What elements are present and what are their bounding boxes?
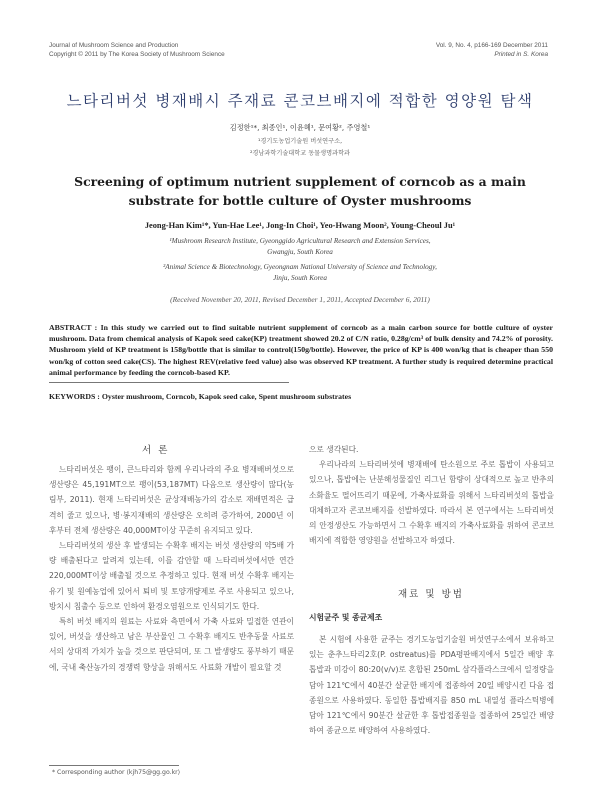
methods-paragraph: 본 시험에 사용한 균주는 경기도농업기술원 버섯연구소에서 보유하고 있는 춘추느타리2호(P. ostreatus)를 PDA평판배지에서 5일간 배양 후 톱밥과 미강이 80:20(v/v)로 혼합된 250mL 삼각플라스크에서 일정량을 담아 121℃에서 40분간 살균한 배지에 접종하여 20일 배양시킨 다음 접종원으로 사용하였다. 동일한 톱밥배지를 850 mL 내열성 플라스틱병에 담아 121℃에서 90분간 살균한 후 톱밥접종원을 접종하여 25일간 배양하여 종균으로 배양하여 사용하였다. xyxy=(309,635,554,736)
english-affiliation-1 xyxy=(0,236,600,258)
intro-paragraph: 느타리버섯의 생산 후 발생되는 수확후 배지는 버섯 생산량의 약5배 가량 배출된다고 알려져 있는데, 이를 감안할 때 느타리버섯에서만 연간 220,000MT이상 배출될 것으로 추정하고 있다. 현재 버섯 수확후 배지는 유기 및 원예농업에 있어서 퇴비 및 토양개량제로 주로 사용되고 있으나, 방치시 침출수 등으로 인하여 환경오염원으로 인식되기도 한다. xyxy=(49,541,294,611)
korean-affiliation-1: ¹경기도농업기술원 버섯연구소, xyxy=(257,138,343,145)
corresponding-author-footnote: * Corresponding author ⟨kjh75@gg.go.kr⟩ xyxy=(52,769,181,776)
printed-line: Printed in S. Korea xyxy=(494,51,548,58)
english-affiliation-2 xyxy=(0,262,600,284)
affiliation-line: Gwangju, South Korea xyxy=(267,248,333,256)
intro-paragraph: 느타리버섯은 팽이, 큰느타리와 함께 우리나라의 주요 병재배버섯으로 생산량은 45,191MT으로 팽이(53,187MT) 다음으로 생산량이 많다(농림부, 2011). 현재 느타리버섯은 균상재배농가의 감소로 재배면적은 급격히 줄고 있으나, 병·봉지재배의 생산량은 오히려 증가하여, 2000년 이후부터 전체 생산량은 40,000MT이상 꾸준히 유지되고 있다. xyxy=(49,465,294,535)
methods-heading: 재료 및 방법 xyxy=(398,589,464,600)
affiliation-line: ²Animal Science & Biotechnology, Gyeongnam National University of Science and Technology, xyxy=(163,263,437,271)
affiliation-line: Jinju, South Korea xyxy=(273,274,327,282)
english-authors: Jeong-Han Kim¹*, Yun-Hae Lee¹, Jong-In Choi¹, Yeo-Hwang Moon², Young-Cheoul Ju¹ xyxy=(144,221,456,230)
english-title: Screening of optimum nutrient supplement of corncob as a main substrate for bottle culture of Oyster mushrooms xyxy=(74,174,526,208)
left-column xyxy=(49,462,294,675)
journal-name: Journal of Mushroom Science and Production xyxy=(49,42,179,49)
issue-header xyxy=(436,41,548,59)
volume-line: Vol. 9, No. 4, p166-169 December 2011 xyxy=(435,42,548,49)
copyright-line: Copyright © 2011 by The Korea Society of Mushroom Science xyxy=(49,51,225,58)
received-dates: (Received November 20, 2011, Revised December 1, 2011, Accepted December 6, 2011) xyxy=(170,295,430,304)
methods-subheading: 시험균주 및 종균제조 xyxy=(309,613,383,622)
keywords: KEYWORDS : Oyster mushroom, Corncob, Kapok seed cake, Spent mushroom substrates xyxy=(49,392,352,401)
introduction-heading: 서 론 xyxy=(142,445,170,456)
intro-paragraph: 으로 생각된다. xyxy=(309,445,359,454)
intro-paragraph: 특히 버섯 배지의 원료는 사료와 측면에서 가축 사료와 밀접한 연관이 있어, 버섯을 생산하고 남은 부산물인 그 수확후 배지도 반추동물 사료로서의 상대적 가치가 높을 것으로 판단되며, 또 그 발생량도 풍부하기 때문에, 국내 축산농가의 경쟁력 향상을 위해서도 사료화 개발이 필요할 것 xyxy=(49,617,294,672)
abstract: ABSTRACT : In this study we carried out to find suitable nutrient supplement of corncob as a main carbon source for bottle culture of oyster mushroom. Data from chemical analysis of Kapok seed cake(KP) treatment showed 20.2 of C/N ratio, 0.28g/cm³ of bulk density and 74.2% of porosity. Mushroom yield of KP treatment is 158g/bottle that is similar to control(150g/bottle). However, the price of KP is 400 won/kg that is cheaper than 550 won/kg of cotton seed cake(CS). The highest REV(relative feed value) also was observed KP treatment. A further study is required determine practical animal performance by feeding the corncob-based KP. xyxy=(49,323,553,377)
footnote-divider xyxy=(49,765,179,766)
korean-affiliation-2: ²경남과학기술대학교 동물생명과학과 xyxy=(249,150,351,157)
affiliation-line: ¹Mushroom Research Institute, Gyeonggido Agricultural Research and Extension Services, xyxy=(169,237,431,245)
journal-header xyxy=(49,41,225,59)
intro-paragraph: 우리나라의 느타리버섯에 병재배에 탄소원으로 주로 톱밥이 사용되고 있으나, 톱밥에는 난분해성물질인 리그닌 함량이 상대적으로 높고 반추의 소화율도 떨어뜨리기 때문에, 가축사료화를 위해서 느타리버섯의 톱밥을 대체하고자 콘코브배지를 선발하였다. 따라서 본 연구에서는 느타리버섯의 안정생산도 가능하면서 그 수확후 배지의 가축사료화를 위하여 콘코브배지에 적합한 영양원을 선발하고자 하였다. xyxy=(309,460,554,546)
right-column-top xyxy=(309,442,554,548)
korean-title: 느타리버섯 병재배시 주재료 콘코브배지에 적합한 영양원 탐색 xyxy=(66,92,534,110)
korean-authors: 김정한¹*, 최종인¹, 이윤혜¹, 문여황², 주영철¹ xyxy=(229,123,371,132)
right-column-methods xyxy=(309,632,554,738)
divider xyxy=(49,382,289,383)
